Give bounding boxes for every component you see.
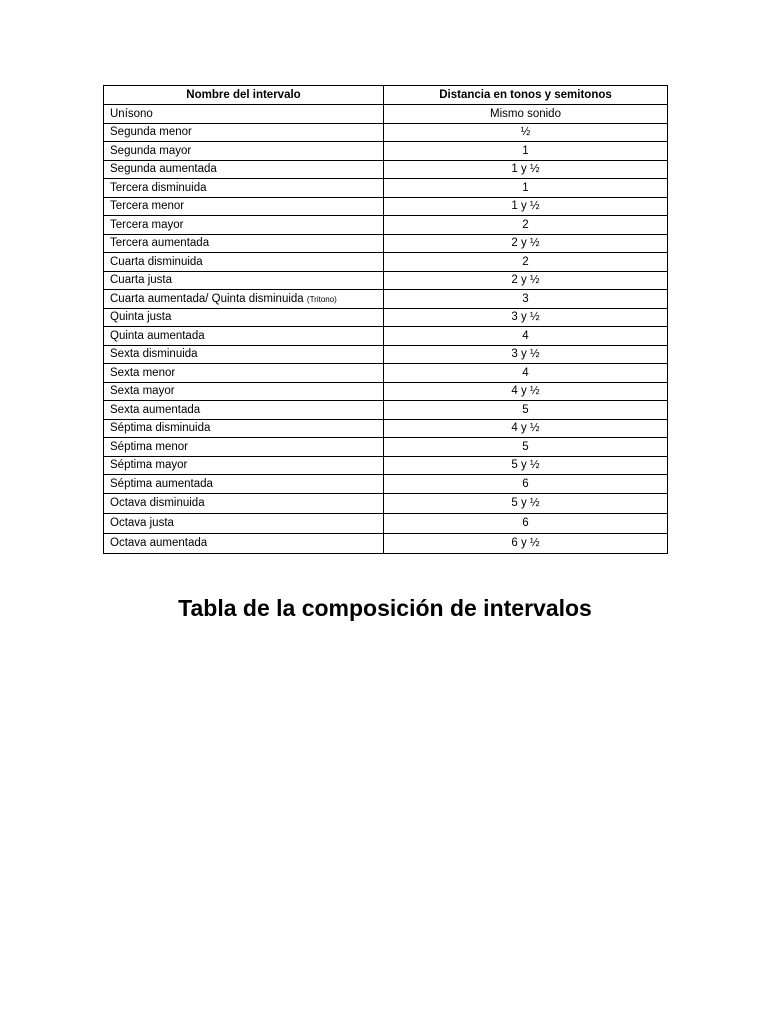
interval-name-cell <box>104 533 384 553</box>
table-row <box>104 456 668 475</box>
interval-name-cell <box>104 382 384 401</box>
table-row <box>104 345 668 364</box>
interval-name: Octava justa <box>110 517 174 529</box>
table-row <box>104 234 668 253</box>
interval-distance-cell: 1 <box>384 179 668 198</box>
table-row <box>104 533 668 553</box>
interval-distance-cell: 2 <box>384 253 668 272</box>
interval-name: Quinta justa <box>110 311 172 324</box>
interval-name-cell <box>104 179 384 198</box>
intervals-table <box>103 85 668 554</box>
interval-name-cell <box>104 271 384 290</box>
table-row <box>104 123 668 142</box>
interval-name: Séptima aumentada <box>110 477 213 490</box>
interval-distance-cell: 3 y ½ <box>384 345 668 364</box>
table-row <box>104 308 668 327</box>
table-row <box>104 327 668 346</box>
interval-name: Séptima mayor <box>110 459 188 472</box>
interval-name: Segunda menor <box>110 126 192 139</box>
interval-distance-cell: 1 y ½ <box>384 197 668 216</box>
interval-distance-cell: 4 y ½ <box>384 382 668 401</box>
interval-name-cell <box>104 308 384 327</box>
table-row <box>104 253 668 272</box>
interval-name-cell <box>104 123 384 142</box>
interval-name-cell <box>104 513 384 533</box>
interval-name: Tercera menor <box>110 200 185 213</box>
interval-name-cell <box>104 475 384 494</box>
interval-name-cell <box>104 401 384 420</box>
table-row <box>104 197 668 216</box>
table-row <box>104 160 668 179</box>
interval-distance-cell: 6 y ½ <box>384 533 668 553</box>
interval-name: Tercera aumentada <box>110 237 210 250</box>
table-row <box>104 364 668 383</box>
interval-name: Segunda aumentada <box>110 163 217 176</box>
table-body <box>104 105 668 554</box>
interval-distance-cell: 1 <box>384 142 668 161</box>
table-row <box>104 290 668 309</box>
table-row <box>104 401 668 420</box>
interval-name: Tercera mayor <box>110 218 184 231</box>
interval-distance-cell: 2 y ½ <box>384 271 668 290</box>
interval-distance-cell: 4 <box>384 364 668 383</box>
interval-name-cell <box>104 105 384 124</box>
interval-name: Cuarta justa <box>110 274 173 287</box>
interval-name-cell <box>104 345 384 364</box>
interval-distance-cell: 4 y ½ <box>384 419 668 438</box>
interval-name: Sexta menor <box>110 366 176 379</box>
table-row <box>104 513 668 533</box>
table-row <box>104 438 668 457</box>
interval-name: Sexta aumentada <box>110 403 201 416</box>
interval-name-cell <box>104 197 384 216</box>
interval-distance-cell: 4 <box>384 327 668 346</box>
interval-name: Sexta disminuida <box>110 348 198 361</box>
interval-name: Unísono <box>110 107 153 120</box>
interval-name: Quinta aumentada <box>110 329 205 342</box>
interval-name: Cuarta aumentada/ Quinta disminuida <box>110 292 307 305</box>
interval-name: Sexta mayor <box>110 385 175 398</box>
interval-distance-cell: 5 y ½ <box>384 456 668 475</box>
table-row <box>104 105 668 124</box>
interval-name-cell <box>104 142 384 161</box>
interval-name-cell <box>104 290 384 309</box>
interval-name-cell <box>104 160 384 179</box>
table-row <box>104 179 668 198</box>
header-interval-name: Nombre del intervalo <box>104 86 384 105</box>
interval-name-cell <box>104 253 384 272</box>
interval-distance-cell: 3 <box>384 290 668 309</box>
interval-name-cell <box>104 216 384 235</box>
interval-name-cell <box>104 493 384 513</box>
table-header-row <box>104 86 668 105</box>
interval-distance-cell: 2 y ½ <box>384 234 668 253</box>
interval-distance-cell: 6 <box>384 513 668 533</box>
interval-name-cell <box>104 419 384 438</box>
interval-note: (Tritono) <box>306 294 337 304</box>
table-row <box>104 216 668 235</box>
table-row <box>104 475 668 494</box>
interval-distance-cell: 5 <box>384 438 668 457</box>
interval-name-cell <box>104 327 384 346</box>
interval-distance-cell: 6 <box>384 475 668 494</box>
interval-name: Cuarta disminuida <box>110 255 203 268</box>
table-row <box>104 419 668 438</box>
interval-name: Tercera disminuida <box>110 181 207 194</box>
interval-name: Segunda mayor <box>110 144 192 157</box>
interval-name-cell <box>104 234 384 253</box>
interval-distance-cell: 2 <box>384 216 668 235</box>
interval-distance-cell: Mismo sonido <box>384 105 668 124</box>
header-distance: Distancia en tonos y semitonos <box>384 86 668 105</box>
interval-name-cell <box>104 364 384 383</box>
table-row <box>104 271 668 290</box>
interval-name-cell <box>104 438 384 457</box>
interval-name-cell <box>104 456 384 475</box>
table-row <box>104 142 668 161</box>
table-caption: Tabla de la composición de intervalos <box>178 595 592 621</box>
interval-name: Séptima menor <box>110 440 188 453</box>
table-row <box>104 382 668 401</box>
table-row <box>104 493 668 513</box>
interval-name: Octava disminuida <box>110 497 205 509</box>
interval-distance-cell: 1 y ½ <box>384 160 668 179</box>
interval-distance-cell: 5 <box>384 401 668 420</box>
interval-name: Octava aumentada <box>110 537 208 549</box>
interval-distance-cell: ½ <box>384 123 668 142</box>
interval-distance-cell: 3 y ½ <box>384 308 668 327</box>
interval-name: Séptima disminuida <box>110 422 211 435</box>
interval-distance-cell: 5 y ½ <box>384 493 668 513</box>
